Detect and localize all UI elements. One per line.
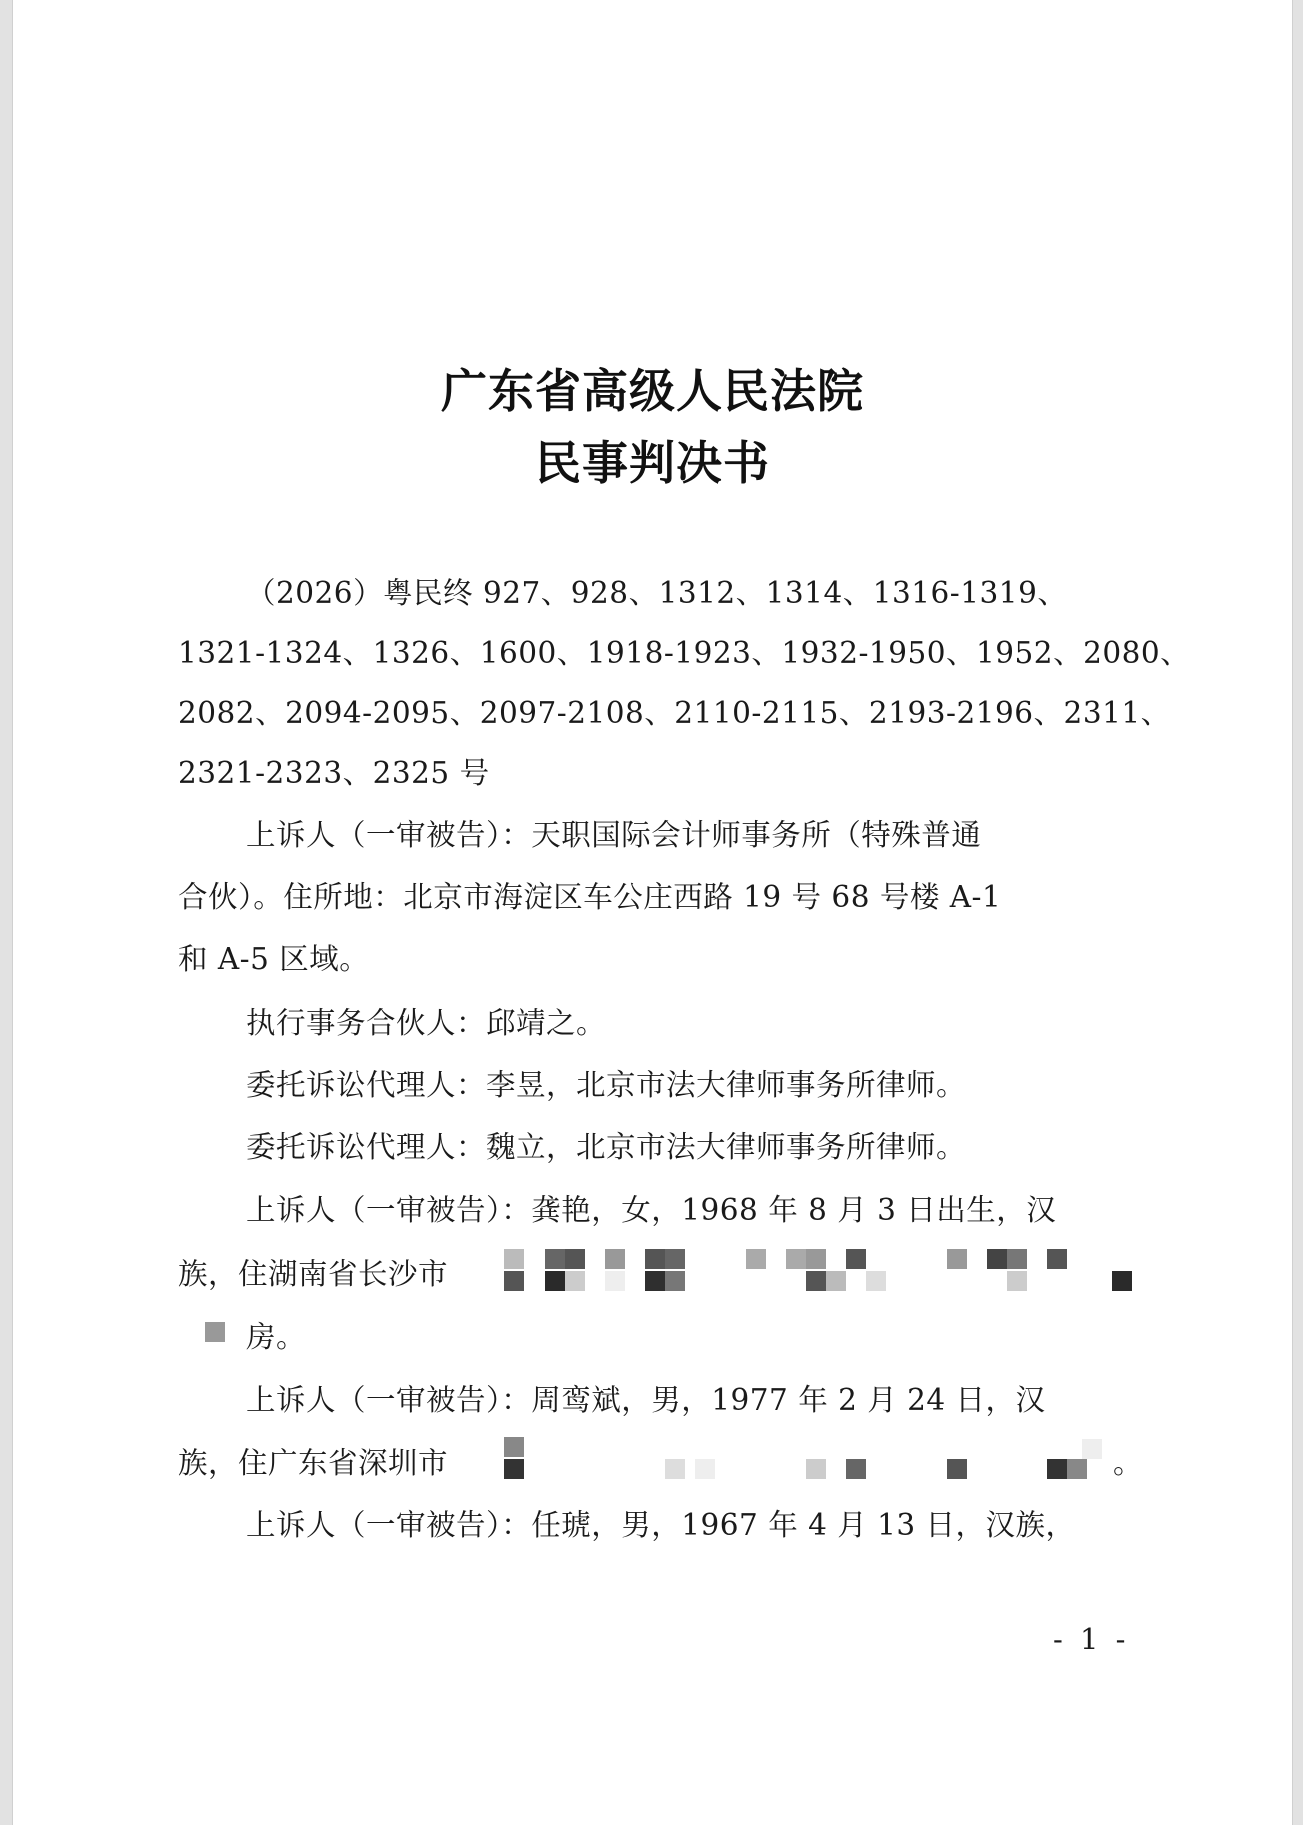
- appellant-1-line-1: 上诉人（一审被告）：天职国际会计师事务所（特殊普通: [246, 818, 982, 852]
- case-number-line-4: 2321-2323、2325 号: [178, 756, 490, 790]
- appellant-3-line-2: 族，住广东省深圳市: [178, 1446, 449, 1480]
- agent-2-line: 委托诉讼代理人：魏立，北京市法大律师事务所律师。: [246, 1130, 967, 1164]
- appellant-1-line-2: 合伙）。住所地：北京市海淀区车公庄西路 19 号 68 号楼 A-1: [178, 880, 1002, 914]
- case-number-line-1: （2026）粤民终 927、928、1312、1314、1316-1319、: [246, 576, 1068, 610]
- document-page: [12, 0, 1293, 1825]
- redacted-address-mosaic-2: [490, 1437, 1110, 1481]
- document-type-heading: 民事判决书: [535, 436, 770, 490]
- managing-partner-line: 执行事务合伙人：邱靖之。: [246, 1006, 607, 1040]
- appellant-3-line-1: 上诉人（一审被告）：周鸾斌，男，1977 年 2 月 24 日，汉: [246, 1383, 1046, 1417]
- appellant-3-line-2-end: 。: [1113, 1446, 1144, 1480]
- case-number-line-3: 2082、2094-2095、2097-2108、2110-2115、2193-2196、2311、: [178, 696, 1171, 730]
- appellant-2-line-3: 房。: [246, 1320, 307, 1354]
- case-number-line-2: 1321-1324、1326、1600、1918-1923、1932-1950、1952、2080、: [178, 636, 1191, 670]
- redacted-room-mosaic: [205, 1322, 229, 1346]
- appellant-2-line-2: 族，住湖南省长沙市: [178, 1257, 449, 1291]
- appellant-4-line-1: 上诉人（一审被告）：任琥，男，1967 年 4 月 13 日，汉族，: [246, 1508, 1076, 1542]
- court-name-heading: 广东省高级人民法院: [441, 364, 864, 418]
- redacted-address-mosaic: [490, 1249, 1150, 1293]
- agent-1-line: 委托诉讼代理人：李昱，北京市法大律师事务所律师。: [246, 1068, 967, 1102]
- appellant-2-line-1: 上诉人（一审被告）：龚艳，女，1968 年 8 月 3 日出生，汉: [246, 1193, 1057, 1227]
- appellant-1-line-3: 和 A-5 区域。: [178, 942, 370, 976]
- page-number: - 1 -: [1053, 1622, 1130, 1656]
